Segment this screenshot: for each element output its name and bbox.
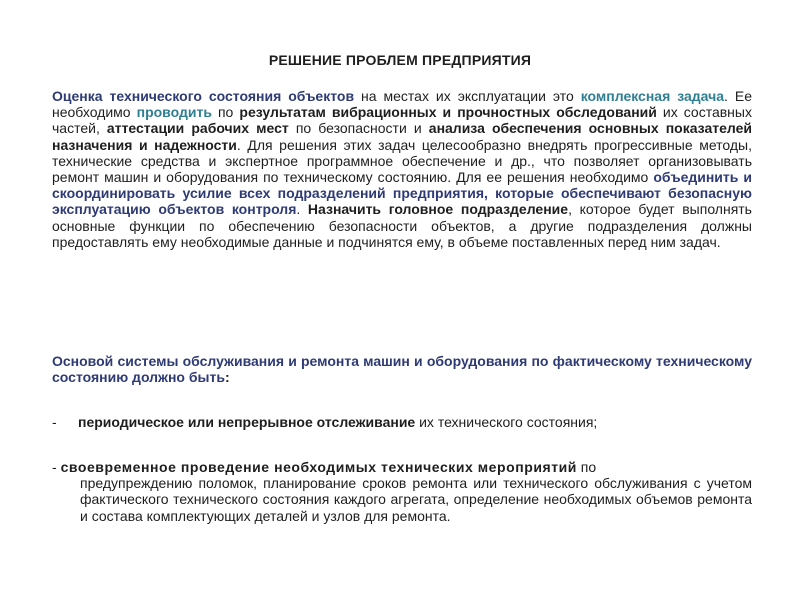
text-run: результатам вибрационных и прочностных обследований	[239, 104, 657, 121]
paragraph-assessment	[52, 88, 752, 250]
bullet-measures	[52, 459, 752, 524]
text-run: . Для решения этих задач целесообразно внедрять прогрессивные методы, технические средства и экспертное программное обеспечение и др., что позволяет организовывать ремонт машин и оборудования по техническому состоянию. Для ее решения необходимо	[52, 136, 752, 186]
text-run: на местах их эксплуатации это	[354, 88, 581, 104]
text-run: по безопасности и	[288, 120, 429, 137]
text-run: Оценка технического состояния объектов	[52, 88, 355, 104]
bullet-monitoring	[52, 414, 752, 430]
text-run: комплексная задача	[580, 88, 725, 104]
text-run: по	[211, 104, 240, 121]
paragraph-basis	[52, 353, 752, 385]
text-run: своевременное проведение необходимых технических мероприятий	[60, 459, 577, 475]
bullet-dash: -	[52, 414, 57, 430]
bullet-dash: -	[52, 459, 57, 475]
text-run: периодическое или непрерывное отслеживание	[78, 414, 416, 430]
text-run: Основой системы обслуживания и ремонта машин и оборудования по фактическому техническому состоянию должно быть	[52, 353, 752, 386]
text-run: аттестации рабочих мест	[106, 120, 289, 137]
bullet-first-line	[52, 459, 752, 475]
text-run: объединить и скоординировать усилие всех подразделений предприятия, которые обеспечивают безопасную эксплуатацию объектов контроля	[52, 169, 752, 218]
text-run: . Ее необходимо	[52, 88, 753, 121]
text-run: анализа обеспечения основных показателей назначения и надежности	[52, 120, 752, 153]
text-run: их технического состояния;	[415, 414, 598, 430]
slide-title: РЕШЕНИЕ ПРОБЛЕМ ПРЕДПРИЯТИЯ	[268, 52, 532, 68]
text-run: Назначить головное подразделение	[307, 201, 569, 218]
text-run: , которое будет выполнять основные функции по обеспечению безопасности объектов, а другие подразделения должны предоставлять ему необходимые данные и подчинятся ему, в объеме поставленных перед ним задач.	[52, 201, 752, 250]
text-run: их составных частей,	[52, 104, 752, 137]
text-run: проводить	[136, 104, 212, 121]
text-run: :	[224, 369, 230, 386]
bullet-continuation: предупреждению поломок, планирование сроков ремонта или технического обслуживания с учетом фактического технического состояния каждого агрегата, определение необходимых объемов ремонта и состава комплектующих деталей и узлов для ремонта.	[80, 475, 752, 524]
text-run: .	[296, 201, 308, 218]
text-run: по	[576, 459, 597, 475]
